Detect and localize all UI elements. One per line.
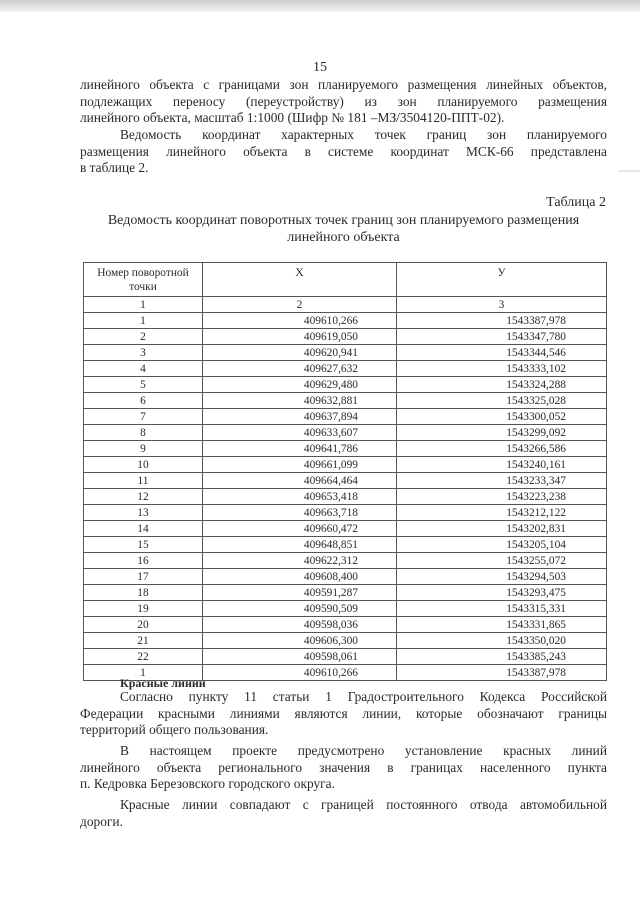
table-row — [84, 585, 607, 601]
y-coordinate-cell: 1543315,331 — [397, 601, 607, 617]
table-row — [84, 473, 607, 489]
y-coordinate-cell: 1543240,161 — [397, 457, 607, 473]
x-coordinate-cell: 409661,099 — [203, 457, 397, 473]
table-row — [84, 505, 607, 521]
point-number-cell: 3 — [84, 345, 203, 361]
point-number-cell: 16 — [84, 553, 203, 569]
header-y: У — [397, 263, 607, 297]
table-row — [84, 361, 607, 377]
header-x: X — [203, 263, 397, 297]
point-number-cell: 11 — [84, 473, 203, 489]
intro-line: линейного объекта с границами зон планируемого размещения линейных объектов, — [80, 77, 607, 92]
y-coordinate-cell: 1543266,586 — [397, 441, 607, 457]
point-number-cell: 8 — [84, 425, 203, 441]
point-number-cell: 19 — [84, 601, 203, 617]
y-coordinate-cell: 1543205,104 — [397, 537, 607, 553]
x-coordinate-cell: 409620,941 — [203, 345, 397, 361]
section-heading: Красные линии — [120, 676, 206, 690]
table-row — [84, 441, 607, 457]
point-number-cell: 10 — [84, 457, 203, 473]
point-number-cell: 6 — [84, 393, 203, 409]
point-number-cell: 12 — [84, 489, 203, 505]
statement-line: в таблице 2. — [80, 160, 149, 176]
y-coordinate-cell: 1543300,052 — [397, 409, 607, 425]
x-coordinate-cell: 409663,718 — [203, 505, 397, 521]
table-row — [84, 569, 607, 585]
paragraph-line: линейного объекта регионального значения в границах населенного пункта — [80, 759, 607, 775]
paragraph-line: территорий общего пользования. — [80, 722, 269, 738]
point-number-cell: 7 — [84, 409, 203, 425]
x-coordinate-cell: 409660,472 — [203, 521, 397, 537]
point-number-cell: 17 — [84, 569, 203, 585]
x-coordinate-cell: 409648,851 — [203, 537, 397, 553]
table-row — [84, 409, 607, 425]
intro-paragraph — [80, 77, 607, 127]
intro-line: линейного объекта, масштаб 1:1000 (Шифр № 181 –МЗ/3504120-ППТ-02). — [80, 110, 505, 126]
point-number-cell: 15 — [84, 537, 203, 553]
statement-line: Ведомость координат характерных точек границ зон планируемого — [120, 127, 607, 142]
y-coordinate-cell: 1543325,028 — [397, 393, 607, 409]
project-paragraph — [80, 743, 607, 793]
point-number-cell: 22 — [84, 649, 203, 665]
point-number-cell: 13 — [84, 505, 203, 521]
x-coordinate-cell: 409598,061 — [203, 649, 397, 665]
column-number: 1 — [84, 297, 203, 313]
y-coordinate-cell: 1543293,475 — [397, 585, 607, 601]
table-title-line: Ведомость координат поворотных точек границ зон планируемого размещения — [107, 213, 580, 228]
paragraph-line: В настоящем проекте предусмотрено установление красных линий — [120, 743, 607, 758]
point-number-cell: 5 — [84, 377, 203, 393]
paragraph-line: Согласно пункту 11 статьи 1 Градостроительного Кодекса Российской — [120, 689, 607, 704]
y-coordinate-cell: 1543331,865 — [397, 617, 607, 633]
x-coordinate-cell: 409627,632 — [203, 361, 397, 377]
y-coordinate-cell: 1543324,288 — [397, 377, 607, 393]
y-coordinate-cell: 1543347,780 — [397, 329, 607, 345]
y-coordinate-cell: 1543387,978 — [397, 313, 607, 329]
y-coordinate-cell: 1543350,020 — [397, 633, 607, 649]
x-coordinate-cell: 409641,786 — [203, 441, 397, 457]
table-row — [84, 649, 607, 665]
paragraph-line: дороги. — [80, 813, 123, 829]
statement-paragraph — [80, 127, 607, 177]
table-row — [84, 377, 607, 393]
x-coordinate-cell: 409633,607 — [203, 425, 397, 441]
paragraph-line: Красные линии совпадают с границей постоянного отвода автомобильной — [120, 797, 607, 812]
table-row — [84, 537, 607, 553]
table-title-line: линейного объекта — [287, 230, 400, 245]
red-lines-definition-paragraph — [80, 689, 607, 739]
point-number-cell: 1 — [84, 313, 203, 329]
y-coordinate-cell: 1543344,546 — [397, 345, 607, 361]
red-lines-match-paragraph — [80, 797, 607, 830]
column-number: 3 — [397, 297, 607, 313]
y-coordinate-cell: 1543255,072 — [397, 553, 607, 569]
x-coordinate-cell: 409606,300 — [203, 633, 397, 649]
point-number-cell: 21 — [84, 633, 203, 649]
coordinates-table — [83, 262, 607, 681]
point-number-cell: 4 — [84, 361, 203, 377]
header-point-number: Номер поворотной точки — [84, 263, 203, 297]
y-coordinate-cell: 1543223,238 — [397, 489, 607, 505]
x-coordinate-cell: 409619,050 — [203, 329, 397, 345]
statement-line: размещения линейного объекта в системе координат МСК-66 представлена — [80, 143, 607, 159]
point-number-cell: 1 — [84, 665, 203, 681]
y-coordinate-cell: 1543233,347 — [397, 473, 607, 489]
table-row — [84, 601, 607, 617]
scan-edge-shadow — [0, 0, 640, 12]
table-row — [84, 633, 607, 649]
table-row — [84, 457, 607, 473]
paragraph-line: Федерации красными линиями являются линии, которые обозначают границы — [80, 705, 607, 721]
scan-margin-mark — [618, 170, 640, 172]
x-coordinate-cell: 409653,418 — [203, 489, 397, 505]
x-coordinate-cell: 409664,464 — [203, 473, 397, 489]
y-coordinate-cell: 1543385,243 — [397, 649, 607, 665]
page-number: 15 — [313, 60, 327, 75]
point-number-cell: 9 — [84, 441, 203, 457]
table-row — [84, 521, 607, 537]
x-coordinate-cell: 409591,287 — [203, 585, 397, 601]
x-coordinate-cell: 409610,266 — [203, 665, 397, 681]
x-coordinate-cell: 409610,266 — [203, 313, 397, 329]
y-coordinate-cell: 1543387,978 — [397, 665, 607, 681]
x-coordinate-cell: 409608,400 — [203, 569, 397, 585]
point-number-cell: 18 — [84, 585, 203, 601]
intro-line: подлежащих переносу (переустройству) из зон планируемого размещения — [80, 93, 607, 109]
paragraph-line: п. Кедровка Березовского городского округа. — [80, 776, 335, 792]
table-column-number-row — [84, 297, 607, 313]
y-coordinate-cell: 1543202,831 — [397, 521, 607, 537]
table-row — [84, 345, 607, 361]
point-number-cell: 20 — [84, 617, 203, 633]
x-coordinate-cell: 409590,509 — [203, 601, 397, 617]
y-coordinate-cell: 1543294,503 — [397, 569, 607, 585]
column-number: 2 — [203, 297, 397, 313]
x-coordinate-cell: 409632,881 — [203, 393, 397, 409]
y-coordinate-cell: 1543212,122 — [397, 505, 607, 521]
table-row — [84, 553, 607, 569]
table-title — [80, 212, 607, 246]
x-coordinate-cell: 409637,894 — [203, 409, 397, 425]
table-row — [84, 329, 607, 345]
x-coordinate-cell: 409622,312 — [203, 553, 397, 569]
point-number-cell: 14 — [84, 521, 203, 537]
table-row — [84, 425, 607, 441]
table-row — [84, 393, 607, 409]
y-coordinate-cell: 1543333,102 — [397, 361, 607, 377]
table-label: Таблица 2 — [546, 195, 606, 210]
table-body — [84, 313, 607, 681]
table-row — [84, 313, 607, 329]
point-number-cell: 2 — [84, 329, 203, 345]
x-coordinate-cell: 409598,036 — [203, 617, 397, 633]
table-row — [84, 617, 607, 633]
table-row — [84, 489, 607, 505]
table-header-row — [84, 263, 607, 297]
x-coordinate-cell: 409629,480 — [203, 377, 397, 393]
y-coordinate-cell: 1543299,092 — [397, 425, 607, 441]
